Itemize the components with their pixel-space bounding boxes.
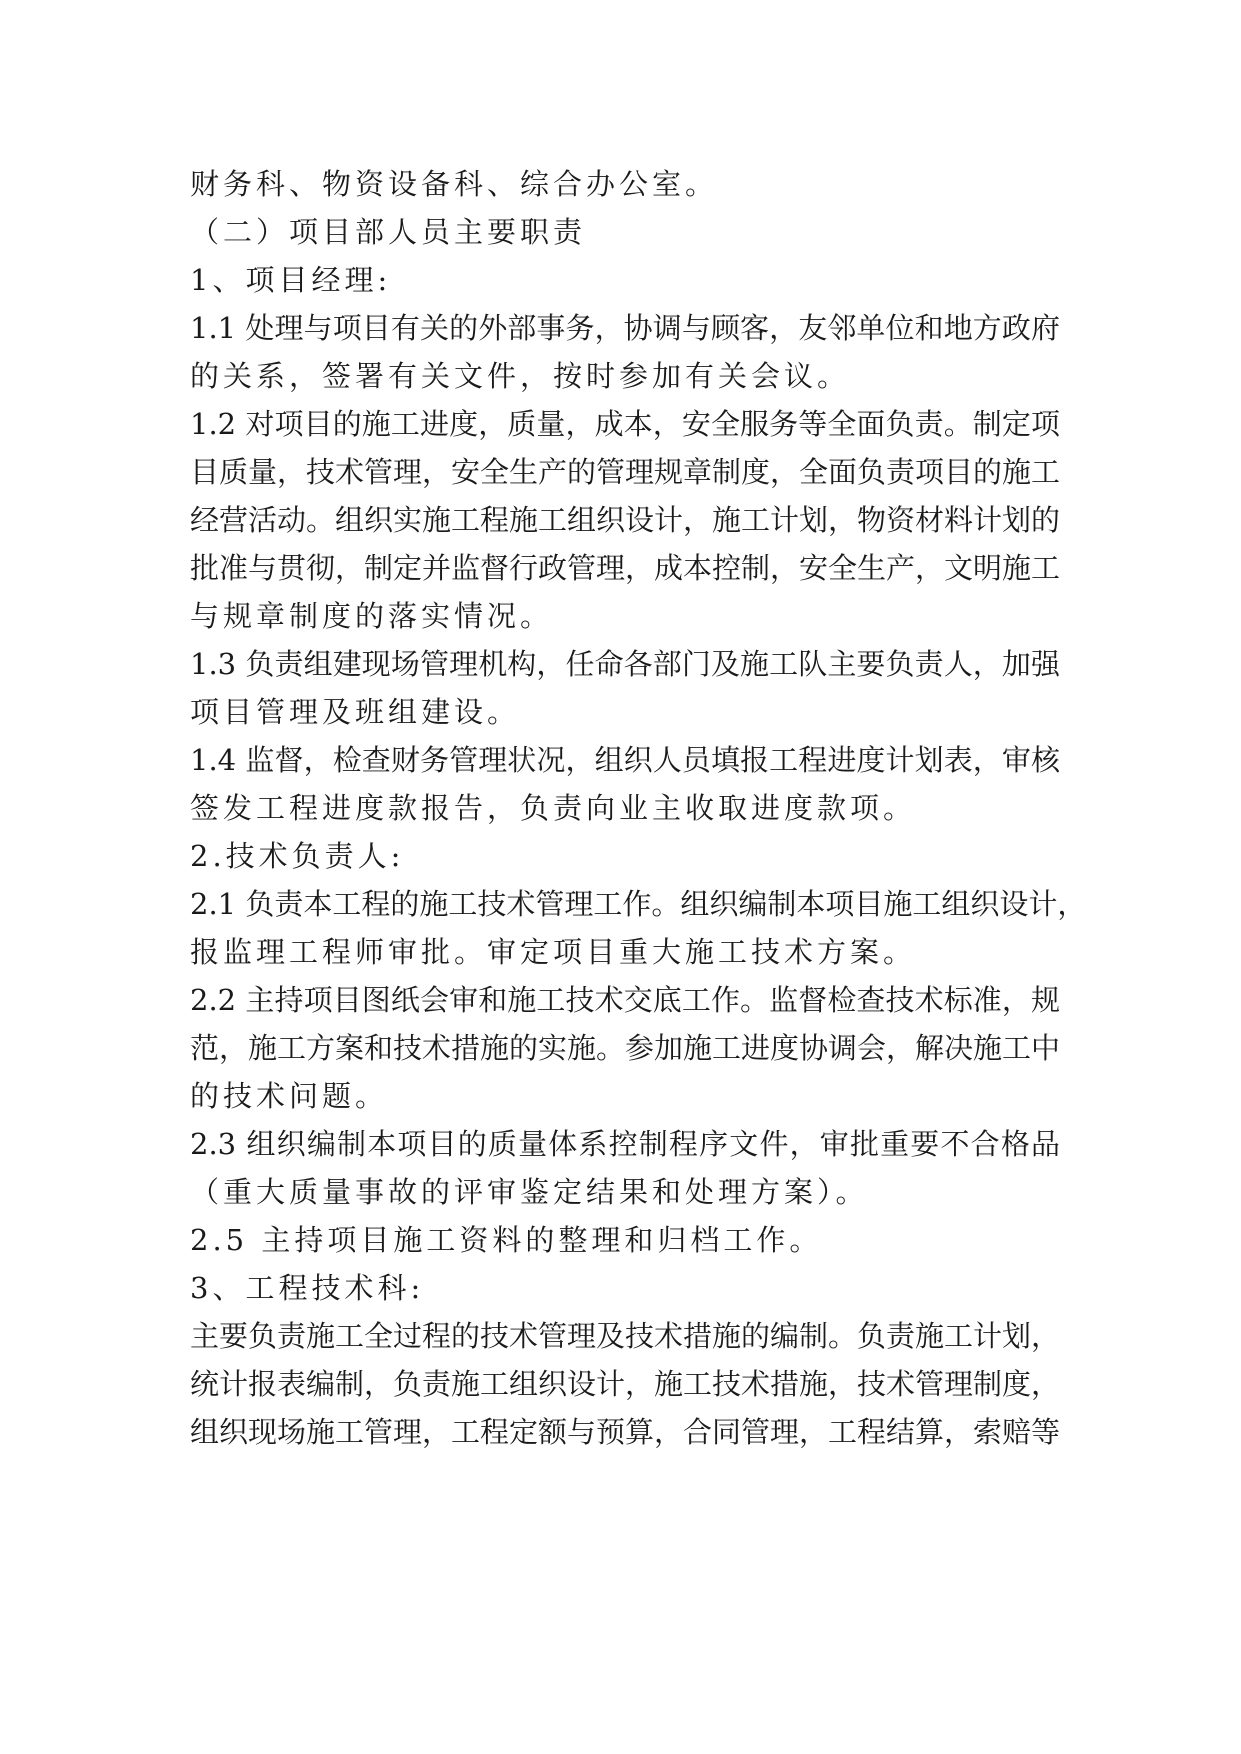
text-line: 的技术问题。 bbox=[190, 1079, 389, 1113]
text-line: 项目管理及班组建设。 bbox=[190, 695, 521, 729]
text-line: 批准与贯彻，制定并监督行政管理，成本控制，安全生产，文明施工 bbox=[190, 551, 1061, 585]
text-line: 签发工程进度款报告，负责向业主收取进度款项。 bbox=[190, 791, 917, 825]
text-line: 财务科、物资设备科、综合办公室。 bbox=[190, 167, 719, 201]
text-line: 1.3 负责组建现场管理机构，任命各部门及施工队主要负责人，加强 bbox=[190, 647, 1060, 681]
text-line: 2.3 组织编制本项目的质量体系控制程序文件，审批重要不合格品 bbox=[190, 1127, 1060, 1161]
text-line: 范，施工方案和技术措施的实施。参加施工进度协调会，解决施工中 bbox=[190, 1031, 1061, 1065]
text-line: （重大质量事故的评审鉴定结果和处理方案）。 bbox=[190, 1175, 869, 1209]
text-line: 经营活动。组织实施工程施工组织设计，施工计划，物资材料计划的 bbox=[190, 503, 1061, 537]
text-line: 的关系，签署有关文件，按时参加有关会议。 bbox=[190, 359, 851, 393]
text-line: 2.1 负责本工程的施工技术管理工作。组织编制本项目施工组织设计， bbox=[190, 887, 1087, 921]
item-heading: 2.技术负责人: bbox=[190, 839, 405, 873]
text-line: 与规章制度的落实情况。 bbox=[190, 599, 554, 633]
section-heading: （二）项目部人员主要职责 bbox=[190, 215, 587, 249]
item-heading: 3、工程技术科: bbox=[190, 1271, 425, 1305]
text-line: 主要负责施工全过程的技术管理及技术措施的编制。负责施工计划， bbox=[190, 1319, 1061, 1353]
text-line: 1.2 对项目的施工进度，质量，成本，安全服务等全面负责。制定项 bbox=[190, 407, 1060, 441]
text-line: 目质量，技术管理，安全生产的管理规章制度，全面负责项目的施工 bbox=[190, 455, 1061, 489]
item-heading: 1、项目经理: bbox=[190, 263, 392, 297]
text-line: 1.1 处理与项目有关的外部事务，协调与顾客，友邻单位和地方政府 bbox=[190, 311, 1060, 345]
text-line: 统计报表编制，负责施工组织设计，施工技术措施，技术管理制度， bbox=[190, 1367, 1061, 1401]
text-line: 报监理工程师审批。审定项目重大施工技术方案。 bbox=[190, 935, 917, 969]
text-line: 组织现场施工管理，工程定额与预算，合同管理，工程结算，索赔等 bbox=[190, 1415, 1061, 1449]
body-text bbox=[190, 160, 1087, 1456]
text-line: 1.4 监督，检查财务管理状况，组织人员填报工程进度计划表，审核 bbox=[190, 743, 1060, 777]
text-line: 2.2 主持项目图纸会审和施工技术交底工作。监督检查技术标准，规 bbox=[190, 983, 1060, 1017]
text-line: 2.5 主持项目施工资料的整理和归档工作。 bbox=[190, 1223, 823, 1257]
